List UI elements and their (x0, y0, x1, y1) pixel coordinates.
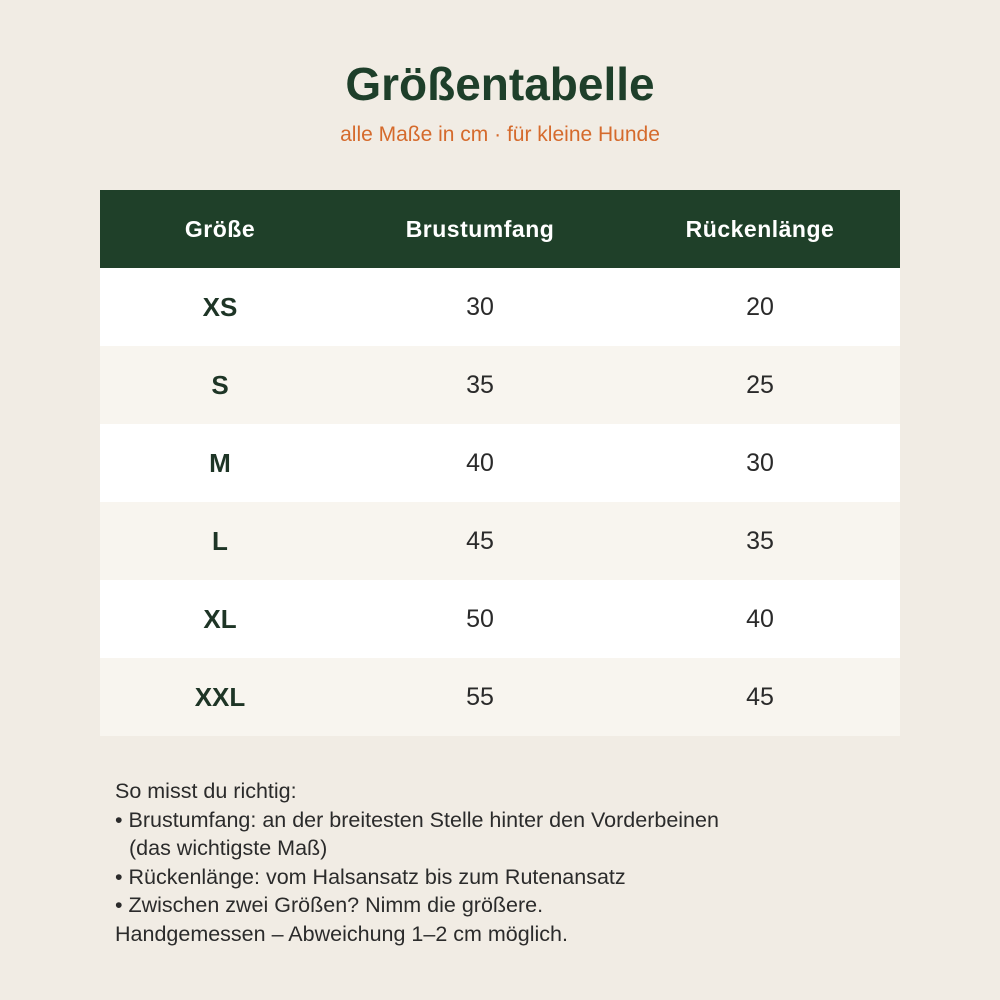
note-between-sizes: • Zwischen zwei Größen? Nimm die größere. (115, 893, 544, 917)
table-row (100, 424, 900, 502)
measuring-notes (115, 777, 915, 948)
table-row (100, 502, 900, 580)
chest-cell: 35 (340, 346, 620, 424)
table-row (100, 658, 900, 736)
chest-cell: 50 (340, 580, 620, 658)
chest-cell: 45 (340, 502, 620, 580)
table-body (100, 268, 900, 736)
size-cell: XL (100, 580, 340, 658)
column-header-size: Größe (100, 190, 340, 268)
notes-heading: So misst du richtig: (115, 779, 297, 803)
table-row (100, 346, 900, 424)
notes-footer: Handgemessen – Abweichung 1–2 cm möglich. (115, 921, 568, 946)
note-chest-continuation: (das wichtigste Maß) (129, 836, 328, 860)
table-row (100, 268, 900, 346)
size-cell: L (100, 502, 340, 580)
back-cell: 35 (620, 502, 900, 580)
back-cell: 40 (620, 580, 900, 658)
column-header-back: Rückenlänge (620, 190, 900, 268)
back-cell: 30 (620, 424, 900, 502)
table-row (100, 580, 900, 658)
back-cell: 20 (620, 268, 900, 346)
back-cell: 45 (620, 658, 900, 736)
size-table (100, 190, 900, 736)
chest-cell: 55 (340, 658, 620, 736)
size-cell: S (100, 346, 340, 424)
note-chest: • Brustumfang: an der breitesten Stelle hinter den Vorderbeinen (115, 807, 719, 832)
page-subtitle: alle Maße in cm · für kleine Hunde (340, 123, 660, 146)
table-header-row (100, 190, 900, 268)
note-back: • Rückenlänge: vom Halsansatz bis zum Rutenansatz (115, 864, 626, 889)
back-cell: 25 (620, 346, 900, 424)
size-cell: M (100, 424, 340, 502)
chest-cell: 30 (340, 268, 620, 346)
column-header-chest: Brustumfang (340, 190, 620, 268)
chest-cell: 40 (340, 424, 620, 502)
table-header (100, 190, 900, 268)
size-cell: XS (100, 268, 340, 346)
page-title: Größentabelle (345, 58, 655, 110)
size-cell: XXL (100, 658, 340, 736)
